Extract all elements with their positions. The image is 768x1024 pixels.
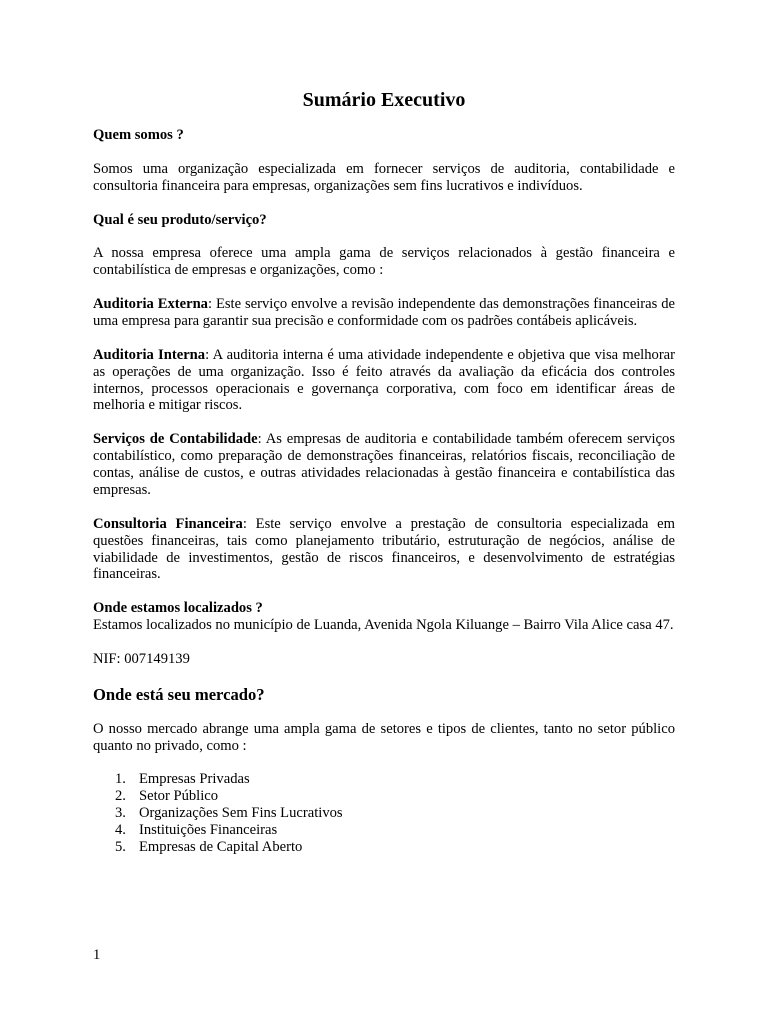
paragraph-mercado-intro: O nosso mercado abrange uma ampla gama de setores e tipos de clientes, tanto no setor público quanto no privado, como :: [93, 720, 675, 754]
market-list: [93, 771, 675, 856]
list-number: 5.: [115, 838, 126, 855]
list-item: [93, 839, 675, 856]
document-page: [93, 88, 675, 856]
paragraph-localizacao: Estamos localizados no município de Luanda, Avenida Ngola Kiluange – Bairro Vila Alice casa 47.: [93, 617, 674, 634]
service-term: Serviços de Contabilidade: [93, 431, 258, 448]
service-term: Consultoria Financeira: [93, 515, 243, 532]
paragraph-quem-somos: Somos uma organização especializada em fornecer serviços de auditoria, contabilidade e consultoria financeira para empresas, organizações sem fins lucrativos e indivíduos.: [93, 160, 675, 194]
list-label: Instituições Financeiras: [139, 822, 278, 839]
service-term: Auditoria Externa: [93, 296, 208, 312]
list-number: 2.: [115, 788, 126, 805]
section-heading-localizacao: Onde estamos localizados ?: [93, 600, 263, 617]
paragraph-produto-intro: A nossa empresa oferece uma ampla gama de serviços relacionados à gestão financeira e contabilística de empresas e organizações, como :: [93, 245, 675, 279]
list-number: 1.: [115, 771, 126, 788]
list-item: [93, 805, 675, 822]
document-title: Sumário Executivo: [302, 89, 466, 111]
section-heading-quem-somos: Quem somos ?: [93, 127, 184, 143]
service-description: : A auditoria interna é uma atividade independente e objetiva que visa melhorar as operações de uma organização. Isso é feito através da avaliação da eficácia dos controles internos, processos operacionais e governança corporativa, com foco em identificar áreas de melhoria e mitigar riscos.: [93, 346, 676, 414]
list-item: [93, 822, 675, 839]
service-auditoria-interna: [93, 347, 675, 415]
list-label: Organizações Sem Fins Lucrativos: [139, 805, 343, 822]
service-description: : As empresas de auditoria e contabilidade também oferecem serviços contabilístico, como preparação de demonstrações financeiras, relatórios fiscais, reconciliação de contas, análise de custos, e outras atividades relacionadas à gestão financeira e contabilística das empresas.: [93, 431, 675, 498]
list-number: 4.: [115, 822, 126, 839]
list-label: Empresas de Capital Aberto: [139, 838, 303, 855]
list-number: 3.: [115, 805, 126, 822]
service-auditoria-externa: [93, 296, 675, 330]
section-heading-produto: Qual é seu produto/serviço?: [93, 211, 267, 228]
service-term: Auditoria Interna: [93, 346, 206, 363]
list-label: Setor Público: [139, 788, 219, 805]
list-item: [93, 771, 675, 788]
nif-line: NIF: 007149139: [93, 650, 190, 667]
service-description: : Este serviço envolve a prestação de consultoria especializada em questões financeiras, tais como planejamento tributário, estruturação de negócios, análise de viabilidade de investimentos, gestão de riscos financeiros, e desenvolvimento de estratégias financeiras.: [93, 515, 675, 583]
list-label: Empresas Privadas: [139, 771, 250, 788]
section-heading-mercado: Onde está seu mercado?: [93, 684, 265, 704]
list-item: [93, 788, 675, 805]
service-contabilidade: [93, 431, 675, 499]
service-consultoria-financeira: [93, 516, 675, 584]
service-description: : Este serviço envolve a revisão independente das demonstrações financeiras de uma empresa para garantir sua precisão e conformidade com os padrões contábeis aplicáveis.: [93, 296, 675, 329]
page-number: 1: [93, 947, 101, 963]
